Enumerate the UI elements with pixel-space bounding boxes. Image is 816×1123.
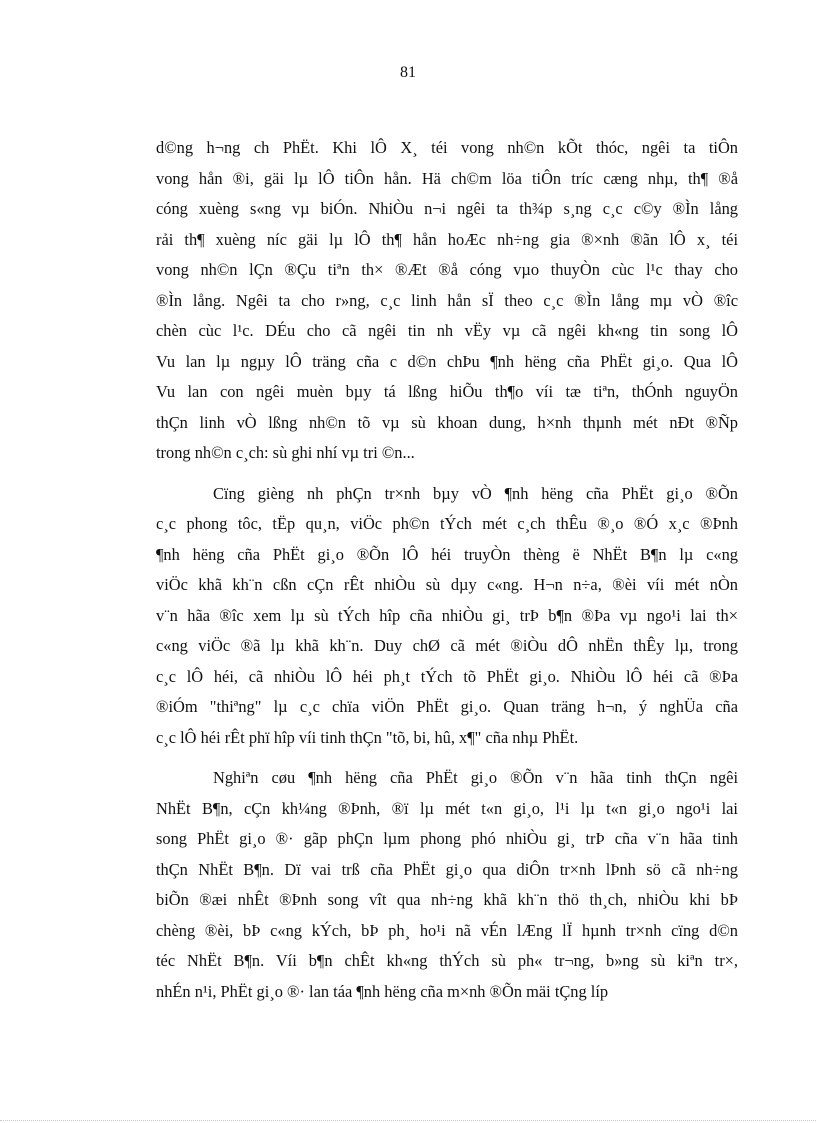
- text-line: Cïng gièng nh phÇn tr×nh bµy vÒ ¶nh hëng cña PhËt gi¸o ®Õn: [213, 483, 738, 503]
- text-line: Nghiªn cøu ¶nh hëng cña PhËt gi¸o ®Õn v¨n hãa tinh thÇn ngêi: [213, 768, 738, 787]
- page-number: 81: [400, 64, 416, 81]
- text-line: song PhËt gi¸o ®· gãp phÇn lµm phong phó nhiÒu gi¸ trÞ cña v¨n hãa tinh: [156, 829, 738, 848]
- text-line: v¨n hãa ®îc xem lµ sù tÝch hîp cña nhiÒu gi¸ trÞ b¶n ®Þa vµ ngo¹i lai th×: [156, 605, 738, 625]
- text-line: ®iÓm "thiªng" lµ c¸c chïa viÖn PhËt gi¸o. Quan träng h¬n, ý nghÜa cña: [156, 697, 738, 716]
- text-line: c«ng viÖc ®ã lµ khã kh¨n. Duy chØ cã mét ®iÒu dÔ nhËn thÊy lµ, trong: [156, 636, 738, 655]
- text-line: téc NhËt B¶n. Víi b¶n chÊt kh«ng thÝch sù ph« tr¬ng, b»ng sù kiªn tr×,: [156, 951, 738, 970]
- text-line: trong nh©n c¸ch: sù ghi nhí vµ tri ©n...: [156, 443, 415, 462]
- text-line: Vu lan lµ ngµy lÔ träng cña c d©n chÞu ¶nh hëng cña PhËt gi¸o. Qua lÔ: [156, 351, 738, 371]
- paragraph: [156, 133, 738, 469]
- text-line: cóng xuèng s«ng vµ biÓn. NhiÒu n¬i ngêi ta th¾p s¸ng c¸c c©y ®Ìn lång: [156, 199, 738, 218]
- text-line: vong nh©n lÇn ®Çu tiªn th× ®Æt ®å cóng vµo thuyÒn cùc l¹c thay cho: [156, 260, 738, 279]
- text-line: ¶nh hëng cña PhËt gi¸o ®Õn lÔ héi truyÒn thèng ë NhËt B¶n lµ c«ng: [156, 544, 738, 564]
- text-line: ®Ìn lång. Ngêi ta cho r»ng, c¸c linh hån sÏ theo c¸c ®Ìn lång mµ vÒ ®îc: [156, 290, 738, 310]
- text-line: Vu lan con ngêi muèn bµy tá lßng hiÕu th¶o víi tæ tiªn, thÓnh nguyÖn: [156, 382, 738, 401]
- text-line: thÇn linh vÒ lßng nh©n tõ vµ sù khoan dung, h×nh thµnh mét nÐt ®Ñp: [156, 412, 738, 432]
- text-line: rải th¶ xuèng níc gäi lµ lÔ th¶ hån hoÆc nh÷ng gia ®×nh ®ãn lÔ x¸ téi: [156, 229, 738, 249]
- paragraph: [156, 479, 738, 754]
- text-line: chèn cùc l¹c. DÉu cho cã ngêi tin nh vËy vµ cã ngêi kh«ng tin song lÔ: [156, 321, 738, 340]
- text-line: nhÉn n¹i, PhËt gi¸o ®· lan táa ¶nh hëng cña m×nh ®Õn mäi tÇng líp: [156, 981, 609, 1001]
- text-line: c¸c lÔ héi, cã nhiÒu lÔ héi ph¸t tÝch tõ PhËt gi¸o. NhiÒu lÔ héi cã ®Þa: [156, 666, 738, 686]
- text-line: viÖc khã kh¨n cßn cÇn rÊt nhiÒu sù dµy c«ng. H¬n n÷a, ®èi víi mét nÒn: [156, 575, 738, 594]
- page-bottom-rule: [0, 1120, 816, 1121]
- text-line: chèng ®èi, bÞ c«ng kÝch, bÞ ph¸ ho¹i nã vÉn lÆng lÏ hµnh tr×nh cïng d©n: [156, 920, 738, 940]
- text-line: NhËt B¶n, cÇn kh¼ng ®Þnh, ®ï lµ mét t«n gi¸o, l¹i lµ t«n gi¸o ngo¹i lai: [156, 798, 738, 818]
- paragraph: [156, 763, 738, 1007]
- text-line: vong hån ®i, gäi lµ lÔ tiÔn hån. Hä ch©m löa tiÔn tríc cæng nhµ, th¶ ®å: [156, 168, 738, 188]
- text-line: biÕn ®æi nhÊt ®Þnh song vît qua nh÷ng khã kh¨n thö th¸ch, nhiÒu khi bÞ: [156, 890, 738, 909]
- text-line: c¸c lÔ héi rÊt phï hîp víi tinh thÇn "tõ, bi, hû, x¶" cña nhµ PhËt.: [156, 727, 579, 747]
- text-line: thÇn NhËt B¶n. Dï vai trß cña PhËt gi¸o qua diÔn tr×nh lÞnh sö cã nh÷ng: [156, 859, 738, 879]
- body-text: [156, 133, 738, 1007]
- text-line: c¸c phong tôc, tËp qu¸n, viÖc ph©n tÝch mét c¸ch thÊu ®¸o ®Ó x¸c ®Þnh: [156, 514, 738, 533]
- text-line: d©ng h¬ng ch PhËt. Khi lÔ X¸ téi vong nh©n kÕt thóc, ngêi ta tiÔn: [156, 138, 738, 157]
